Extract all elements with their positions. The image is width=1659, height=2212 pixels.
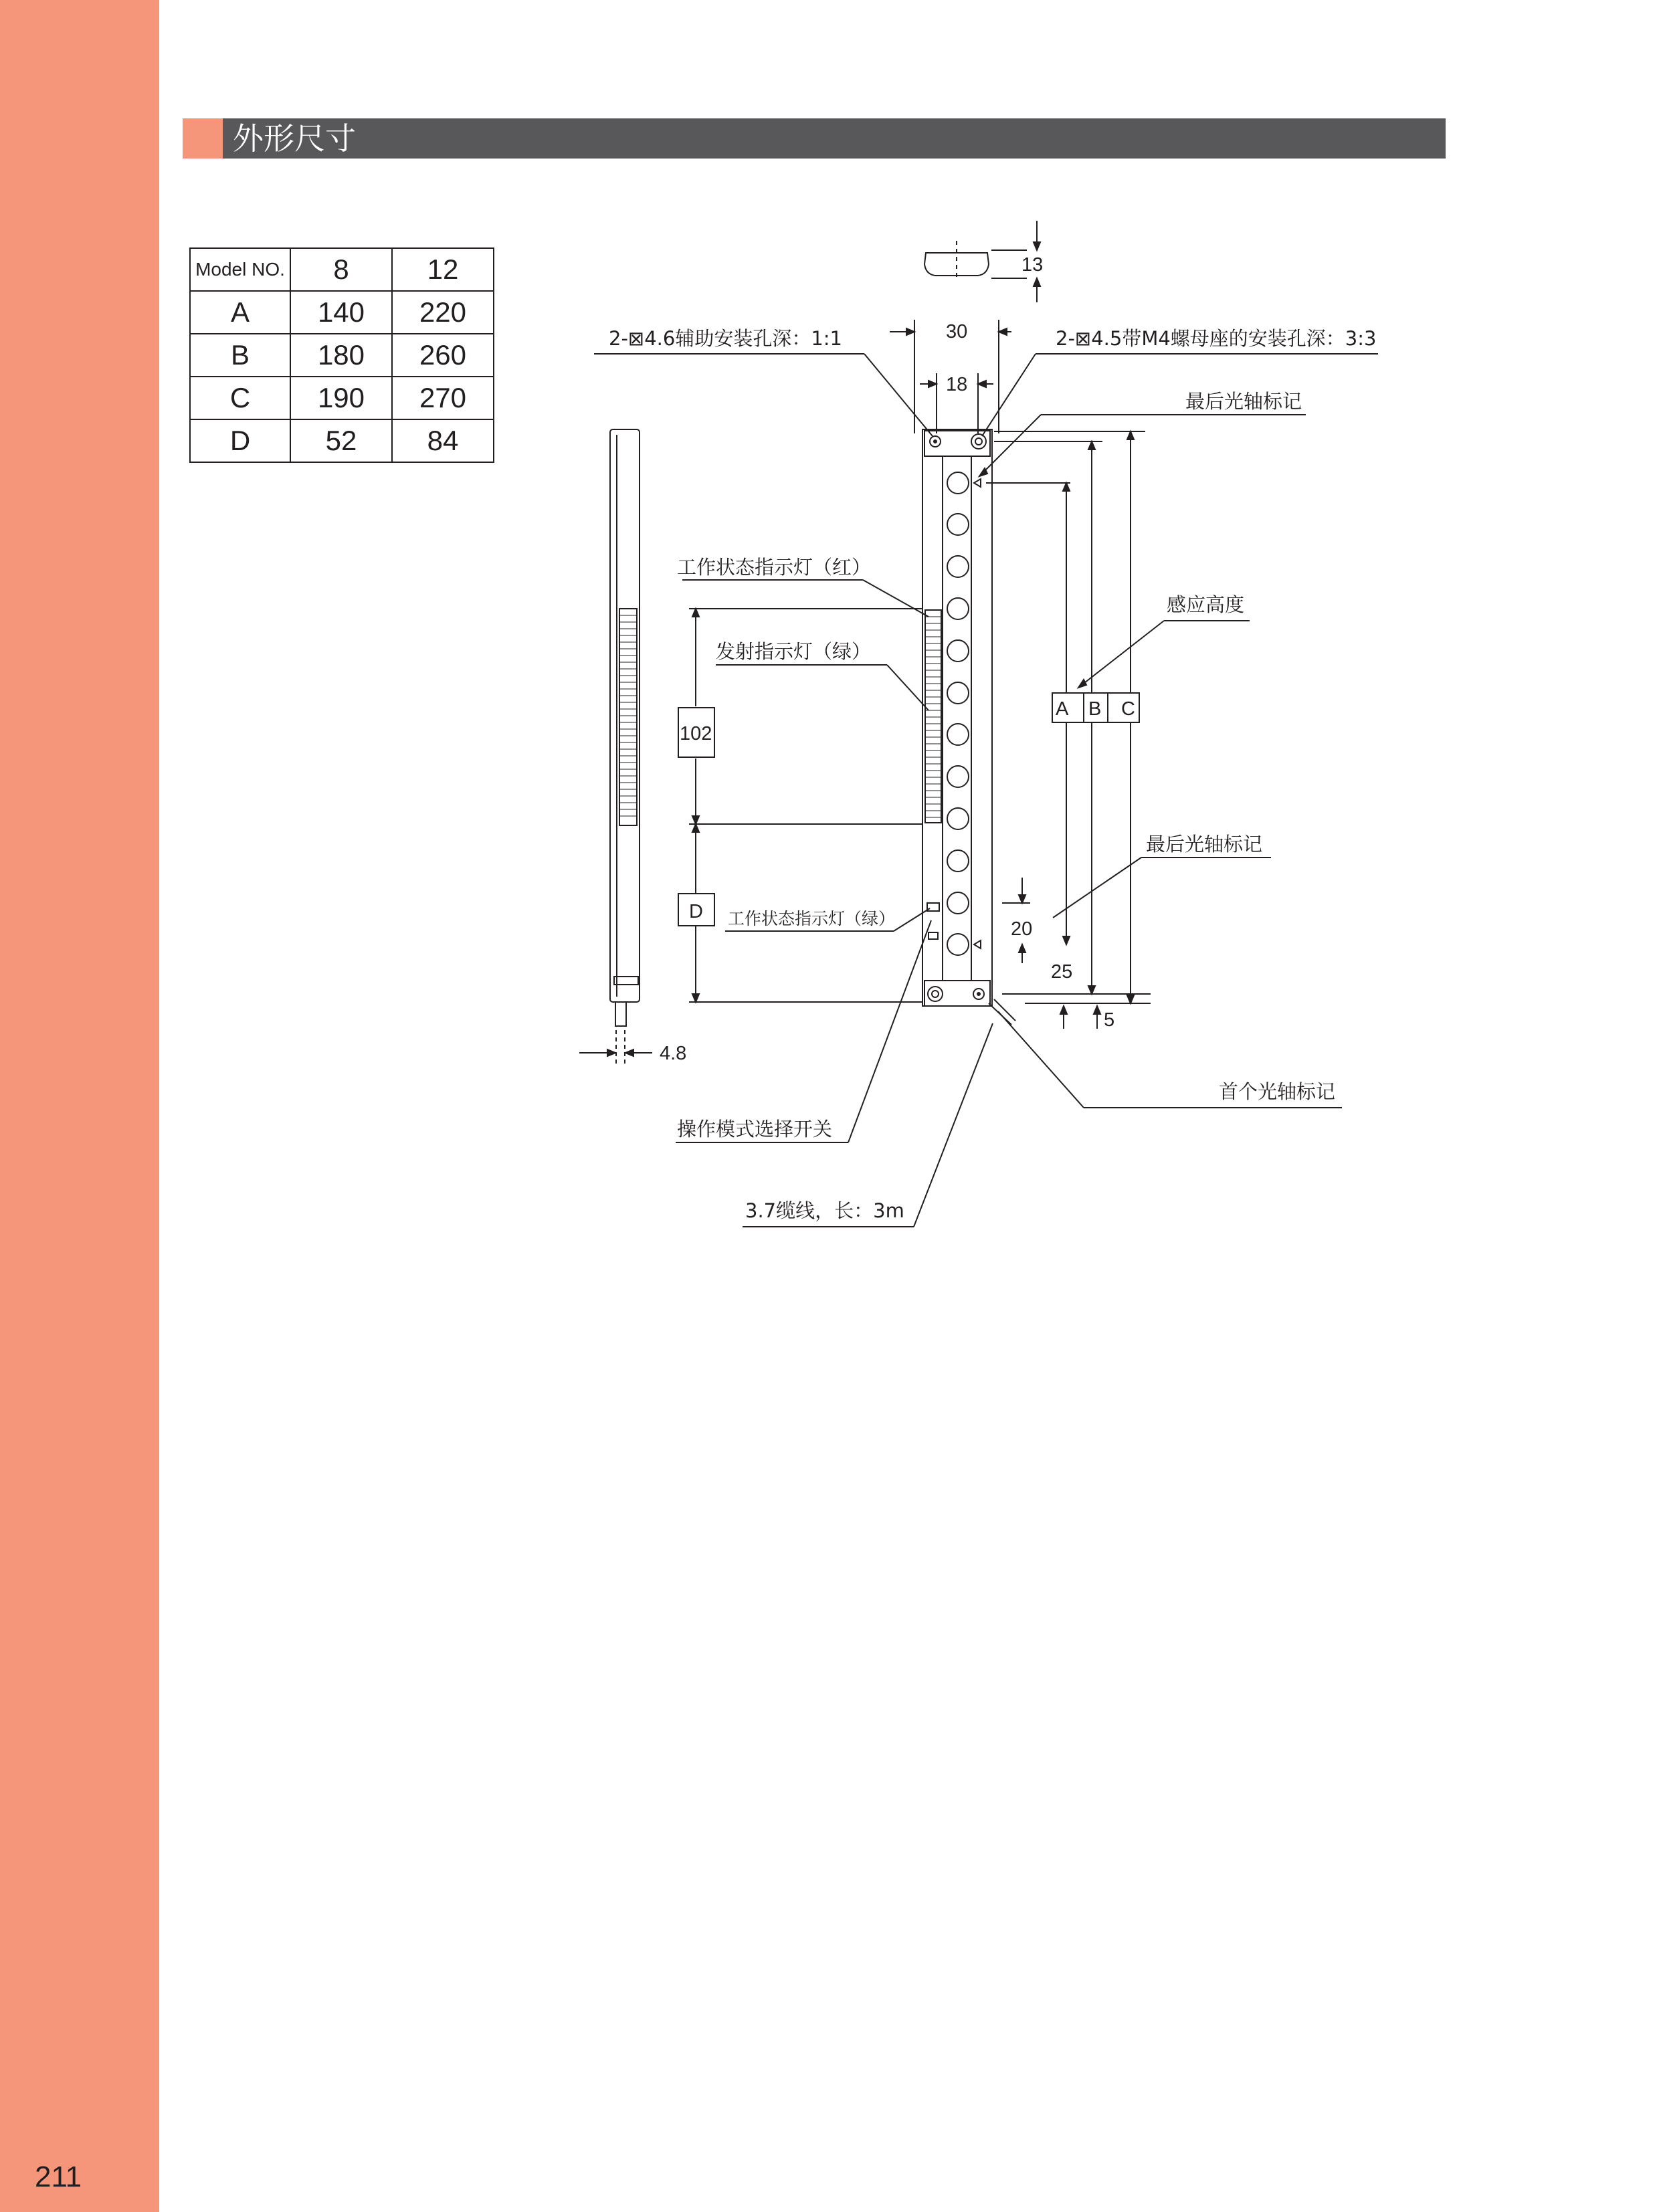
dim-d: D [689, 901, 703, 922]
page-number: 211 [35, 2160, 82, 2193]
table-cell: 220 [392, 291, 494, 334]
table-cell: 180 [290, 334, 392, 377]
cable-label: 3.7缆线，长：3m [745, 1199, 904, 1222]
hole-left-label: 2-⊠4.6辅助安装孔深：1:1 [609, 327, 843, 350]
first-axis-label: 首个光轴标记 [1219, 1080, 1336, 1103]
table-cell: 270 [392, 377, 494, 419]
dim-4-8: 4.8 [660, 1043, 687, 1064]
last-axis-bottom-label: 最后光轴标记 [1146, 833, 1263, 856]
dim-b: B [1088, 698, 1102, 720]
dim-30: 30 [946, 321, 968, 342]
row-label: B [190, 334, 290, 377]
dim-25: 25 [1051, 961, 1073, 983]
switch-cable-callouts [676, 920, 993, 1227]
last-axis-top-callout [979, 415, 1306, 476]
last-axis-bottom-callout [1053, 858, 1271, 918]
dim-13: 13 [1021, 254, 1044, 276]
row-label: C [190, 377, 290, 419]
table-cell: 190 [290, 377, 392, 419]
section-title: 外形尺寸 [233, 120, 356, 157]
bottom-dimensions [1002, 878, 1151, 1029]
sense-height-label: 感应高度 [1167, 593, 1245, 616]
row-label: D [190, 419, 290, 462]
emit-green-label: 发射指示灯（绿） [716, 640, 872, 663]
dim-20: 20 [1011, 918, 1033, 940]
last-axis-top-label: 最后光轴标记 [1185, 390, 1302, 413]
side-view [579, 429, 652, 1065]
dim-18: 18 [946, 374, 968, 395]
table-header-cell: 12 [392, 248, 494, 291]
table-header-cell: 8 [290, 248, 392, 291]
status-green-label: 工作状态指示灯（绿） [728, 909, 896, 928]
hole-right-label: 2-⊠4.5带M4螺母座的安装孔深：3:3 [1056, 327, 1377, 350]
row-label: A [190, 291, 290, 334]
sense-height-callout [1078, 621, 1250, 688]
dim-a: A [1056, 698, 1069, 720]
dim-102: 102 [680, 723, 712, 744]
table-cell: 140 [290, 291, 392, 334]
led-dimensions [678, 609, 930, 1002]
mode-switch-label: 操作模式选择开关 [677, 1118, 833, 1140]
table-header-cell: Model NO. [190, 248, 290, 291]
table-cell: 52 [290, 419, 392, 462]
status-red-label: 工作状态指示灯（红） [677, 556, 872, 579]
table-cell: 84 [392, 419, 494, 462]
dim-c: C [1121, 698, 1135, 720]
dim-5: 5 [1104, 1009, 1115, 1031]
front-view [922, 429, 1015, 1025]
table-cell: 260 [392, 334, 494, 377]
